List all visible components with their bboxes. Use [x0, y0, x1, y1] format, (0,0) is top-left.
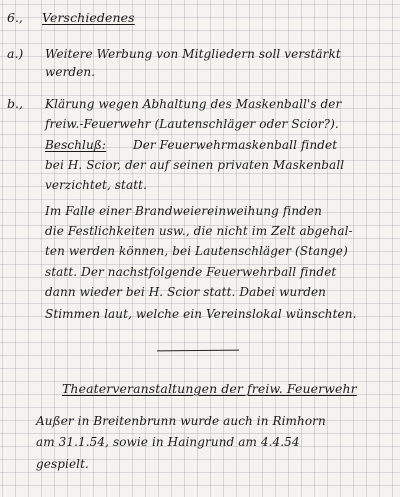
theater-line-2: am 31.1.54, sowie in Haingrund am 4.4.54 — [36, 435, 300, 449]
resolution-line-7: statt. Der nachstfolgende Feuerwehrball findet — [45, 265, 337, 279]
item-b-label: b., — [7, 96, 23, 111]
theater-line-1: Außer in Breitenbrunn wurde auch in Rimhorn — [36, 414, 326, 428]
resolution-line-6: ten werden können, bei Lautenschläger (Stange) — [45, 244, 348, 258]
item-a-line-2: werden. — [45, 65, 96, 79]
item-a-line-1: Weitere Werbung von Mitgliedern soll verstärkt — [45, 47, 341, 61]
resolution-line-3: verzichtet, statt. — [45, 178, 147, 192]
resolution-line-4: Im Falle einer Brandweiereinweihung finden — [45, 204, 322, 218]
item-a-label: a.) — [7, 46, 24, 61]
resolution-line-1: Der Feuerwehrmaskenball findet — [133, 138, 338, 152]
resolution-label: Beschluß: — [45, 138, 107, 152]
section-number-6: 6., — [7, 10, 23, 25]
item-b-line-1: Klärung wegen Abhaltung des Maskenball's der — [45, 97, 342, 111]
resolution-line-8: dann wieder bei H. Scior statt. Dabei wurden — [45, 285, 327, 299]
section-divider — [157, 350, 239, 352]
resolution-line-5: die Festlichkeiten usw., die nicht im Zelt abgehal- — [45, 224, 353, 238]
resolution-line-2: bei H. Scior, der auf seinen privaten Maskenball — [45, 158, 345, 172]
theater-line-3: gespielt. — [36, 457, 89, 471]
resolution-line-9: Stimmen laut, welche ein Vereinslokal wünschten. — [45, 307, 357, 321]
section-heading: Verschiedenes — [42, 10, 135, 25]
item-b-line-2: freiw.-Feuerwehr (Lautenschläger oder Scior?). — [45, 117, 339, 131]
theater-title: Theaterveranstaltungen der freiw. Feuerwehr — [62, 381, 357, 396]
